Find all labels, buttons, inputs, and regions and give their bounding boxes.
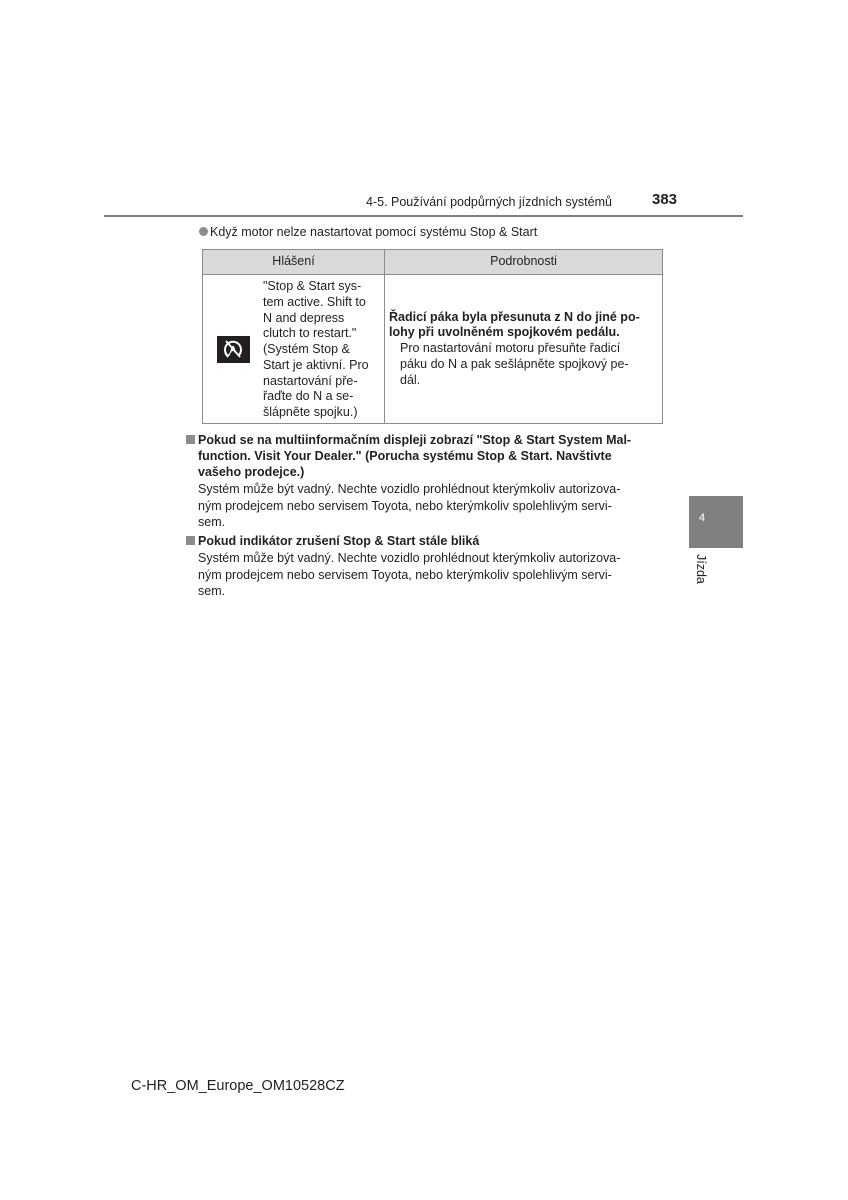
column-header-message: Hlášení: [203, 250, 385, 275]
chapter-number: 4: [699, 512, 706, 524]
chapter-label: Jízda: [694, 554, 708, 584]
table-row: [203, 275, 663, 424]
chapter-tab: [689, 496, 743, 548]
footer-document-code: C-HR_OM_Europe_OM10528CZ: [131, 1078, 345, 1094]
column-header-details: Podrobnosti: [385, 250, 663, 275]
square-bullet-icon: [186, 536, 195, 545]
section-body-malfunction: Systém může být vadný. Nechte vozidlo prohlédnout kterýmkoliv autorizova- ným prodejcem nebo servisem Toyota, nebo kterýmkoliv spolehlivým servi- sem.: [198, 482, 621, 529]
section-heading-indicator-blinking: Pokud indikátor zrušení Stop & Start stále bliká: [186, 533, 662, 549]
message-text: "Stop & Start sys- tem active. Shift to N and depress clutch to restart." (Systém Stop & Start je aktivní. Pro nastartování pře- řaďte do N a se- šlápněte spojku.): [263, 278, 369, 420]
message-table: [202, 249, 663, 424]
svg-text:A: A: [229, 345, 237, 356]
running-header-section: 4-5. Používání podpůrných jízdních systémů: [366, 195, 612, 209]
square-bullet-icon: [186, 435, 195, 444]
table-header-row: [203, 250, 663, 275]
intro-bullet: [199, 225, 537, 239]
stop-start-off-indicator-icon: [217, 336, 250, 363]
intro-bullet-text: Když motor nelze nastartovat pomocí systému Stop & Start: [210, 225, 538, 239]
section-body-indicator-blinking: Systém může být vadný. Nechte vozidlo prohlédnout kterýmkoliv autorizova- ným prodejcem nebo servisem Toyota, nebo kterýmkoliv spolehlivým servi- sem.: [198, 551, 621, 598]
section-heading-malfunction: Pokud se na multiinformačním displeji zobrazí "Stop & Start System Mal- function. Visit Your Dealer." (Porucha systému Stop & Start. Navštivte vašeho prodejce.): [186, 432, 662, 480]
details-action: Pro nastartování motoru přesuňte řadicí páku do N a pak sešlápněte spojkový pe- dál.: [400, 341, 629, 387]
details-cell: [385, 275, 663, 424]
details-cause: Řadicí páka byla přesunuta z N do jiné po- lohy při uvolněném spojkovém pedálu.: [389, 309, 640, 340]
header-rule: [104, 215, 743, 217]
message-cell: [203, 275, 385, 424]
page-number: 383: [652, 191, 678, 208]
bullet-dot-icon: [199, 227, 208, 236]
